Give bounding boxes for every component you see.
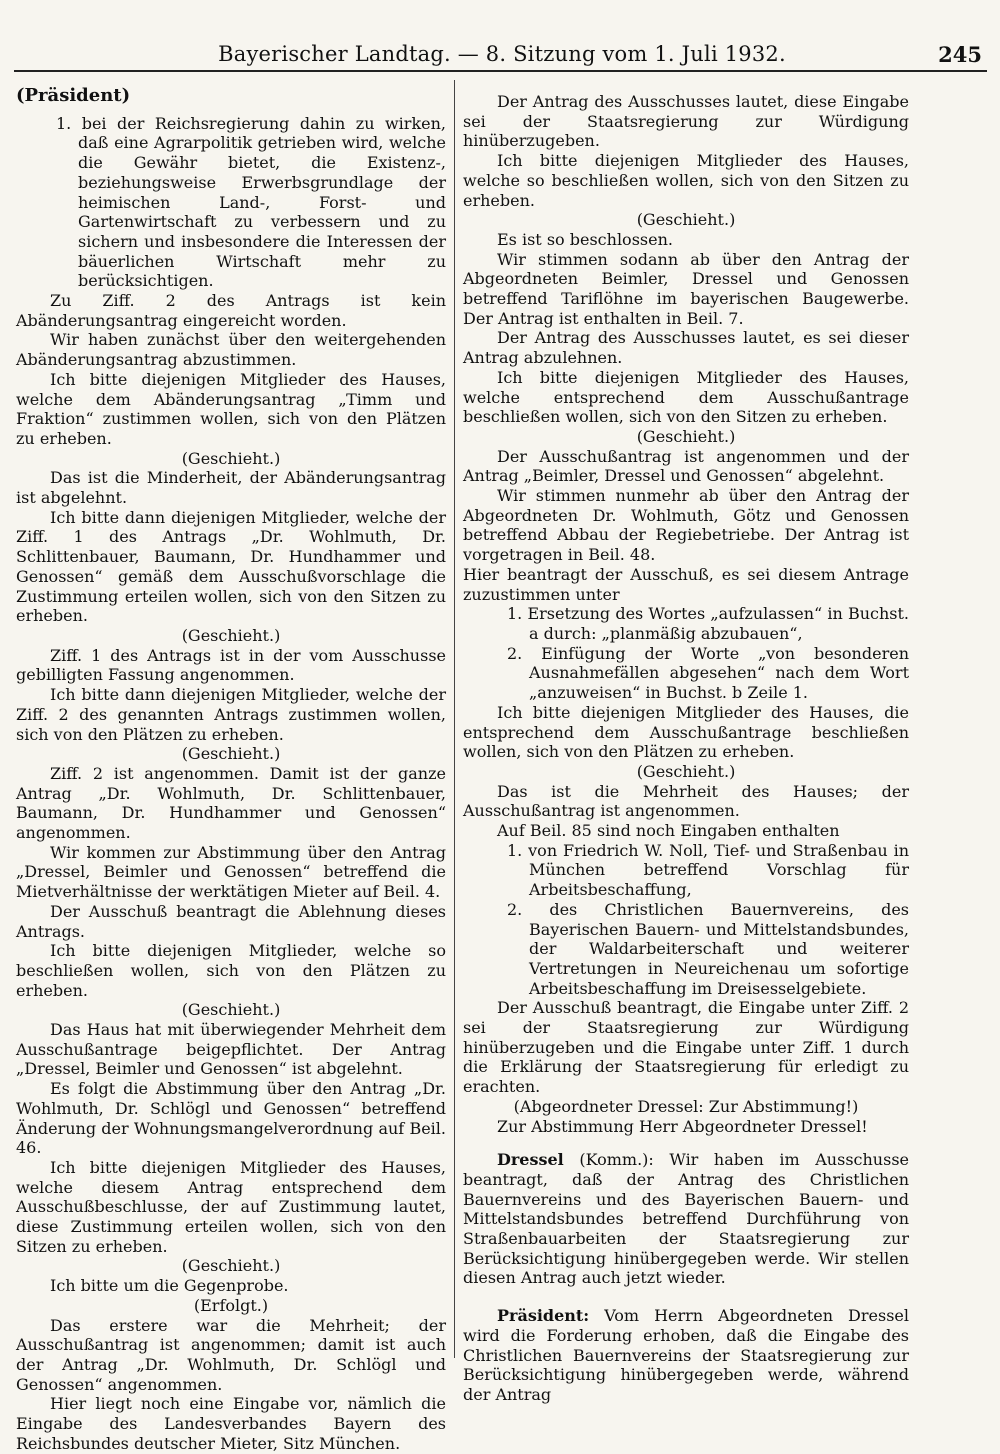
paragraph: Ich bitte diejenigen Mitglieder des Hauses, welche dem Abänderungsantrag „Timm und Fraktion“ zustimmen wollen, sich von den Plätzen zu erheben.	[16, 369, 446, 448]
paragraph: Das erstere war die Mehrheit; der Ausschußantrag ist angenommen; damit ist auch der Antrag „Dr. Wohlmuth, Dr. Schlögl und Genossen“ angenommen.	[16, 1315, 446, 1394]
left-column	[16, 86, 446, 1454]
paragraph: Ziff. 2 ist angenommen. Damit ist der ganze Antrag „Dr. Wohlmuth, Dr. Schlittenbauer, Baumann, Dr. Hundhammer und Genossen“ angenommen.	[16, 763, 446, 843]
paragraph: Der Antrag des Ausschusses lautet, diese Eingabe sei der Staatsregierung zur Würdigung hinüberzugeben.	[463, 92, 909, 151]
paragraph: Das ist die Mehrheit des Hauses; der Ausschußantrag ist angenommen.	[463, 781, 909, 821]
paragraph: Zur Abstimmung Herr Abgeordneter Dressel!	[497, 1116, 868, 1136]
speech-text: (Komm.): Wir haben im Ausschusse beantragt, daß der Antrag des Christlichen Bauernvereins und des Bayerischen Bauern- und Mittelstandsbundes betreffend Durchführung von Straßenbauarbeiten der Staatsregierung zur Berücksichtigung hinübergegeben werde. Wir stellen diesen Antrag auch jetzt wieder.	[463, 1150, 909, 1288]
paragraph: Das Haus hat mit überwiegender Mehrheit dem Ausschußantrage beigepflichtet. Der Antrag „Dressel, Beimler und Genossen“ ist abgelehnt.	[16, 1020, 446, 1079]
petition-list	[463, 841, 909, 999]
speech-paragraph	[463, 1306, 909, 1405]
page-number: 245	[938, 42, 982, 67]
speech-paragraph	[463, 1150, 909, 1288]
paragraph: Ich bitte diejenigen Mitglieder des Hauses, welche entsprechend dem Ausschußantrage beschließen wollen, sich von den Sitzen zu erheben.	[463, 367, 909, 427]
list-item: 1. von Friedrich W. Noll, Tief- und Straßenbau in München betreffend Vorschlag für Arbeitsbeschaffung,	[507, 840, 909, 900]
paragraph: Es ist so beschlossen.	[497, 229, 673, 249]
paragraph: Wir stimmen sodann ab über den Antrag der Abgeordneten Beimler, Dressel und Genossen betreffend Tariflöhne im bayerischen Baugewerbe. Der Antrag ist enthalten in Beil. 7.	[463, 249, 909, 328]
stage-direction: (Erfolgt.)	[193, 1295, 269, 1315]
paragraph: Hier liegt noch eine Eingabe vor, nämlich die Eingabe des Landesverbandes Bayern des Reichsbundes deutscher Mieter, Sitz München.	[16, 1394, 446, 1453]
paragraph: Ich bitte dann diejenigen Mitglieder, welche der Ziff. 1 des Antrags „Dr. Wohlmuth, Dr. Schlittenbauer, Baumann, Dr. Hundhammer und Genossen“ gemäß dem Ausschußvorschlage die Zustimmung erteilen wollen, sich von den Sitzen zu erheben.	[16, 507, 446, 626]
paragraph: Ich bitte diejenigen Mitglieder des Hauses, die entsprechend dem Ausschußantrage beschließen wollen, sich von den Plätzen zu erheben.	[463, 702, 909, 762]
stage-direction: (Geschieht.)	[636, 210, 736, 230]
paragraph: Wir stimmen nunmehr ab über den Antrag der Abgeordneten Dr. Wohlmuth, Götz und Genossen betreffend Abbau der Regiebetriebe. Der Antrag ist vorgetragen in Beil. 48.	[463, 486, 909, 565]
paragraph: Es folgt die Abstimmung über den Antrag „Dr. Wohlmuth, Dr. Schlögl und Genossen“ betreffend Änderung der Wohnungsmangelverordnung auf Beil. 46.	[16, 1079, 446, 1158]
speaker-name: Dressel	[497, 1150, 564, 1170]
stage-direction: (Geschieht.)	[636, 426, 736, 446]
column-divider	[454, 80, 455, 1358]
paragraph: Wir kommen zur Abstimmung über den Antrag „Dressel, Beimler und Genossen“ betreffend die Mietverhältnisse der werktätigen Mieter auf Beil. 4.	[16, 842, 446, 902]
speaker-name: Präsident:	[497, 1306, 590, 1326]
stage-direction: (Geschieht.)	[181, 448, 281, 468]
paragraph: Ich bitte um die Gegenprobe.	[50, 1276, 289, 1296]
paragraph: Auf Beil. 85 sind noch Eingaben enthalten	[497, 821, 840, 841]
paragraph: Der Antrag des Ausschusses lautet, es sei dieser Antrag abzulehnen.	[463, 328, 909, 368]
speech-text: Vom Herrn Abgeordneten Dressel wird die Forderung erhoben, daß die Eingabe des Christlichen Bauernvereins der Staatsregierung zur Berücksichtigung hinübergegeben werde, während der Antrag	[463, 1306, 909, 1404]
paragraph: Wir haben zunächst über den weitergehenden Abänderungsantrag abzustimmen.	[16, 330, 446, 370]
stage-direction: (Abgeordneter Dressel: Zur Abstimmung!)	[513, 1096, 859, 1116]
paragraph: Der Ausschußantrag ist angenommen und der Antrag „Beimler, Dressel und Genossen“ abgelehnt.	[463, 446, 909, 486]
speaker-label: (Präsident)	[16, 85, 131, 106]
stage-direction: (Geschieht.)	[181, 744, 281, 764]
header-rule	[14, 70, 987, 72]
stage-direction: (Geschieht.)	[181, 1256, 281, 1276]
amendment-list	[463, 604, 909, 703]
paragraph: Ich bitte diejenigen Mitglieder des Hauses, welche so beschließen wollen, sich von den Sitzen zu erheben.	[463, 151, 909, 210]
paragraph: Zu Ziff. 2 des Antrags ist kein Abänderungsantrag eingereicht worden.	[16, 291, 446, 330]
stage-direction: (Geschieht.)	[636, 761, 736, 781]
paragraph: Ziff. 1 des Antrags ist in der vom Ausschusse gebilligten Fassung angenommen.	[16, 645, 446, 685]
list-item: 1. Ersetzung des Wortes „aufzulassen“ in Buchst. a durch: „planmäßig abzubauen“,	[507, 604, 909, 643]
left-item-list	[16, 114, 446, 291]
stage-direction: (Geschieht.)	[181, 1000, 281, 1020]
paragraph: Ich bitte diejenigen Mitglieder, welche so beschließen wollen, sich von den Plätzen zu erheben.	[16, 941, 446, 1000]
paragraph: Der Ausschuß beantragt, die Eingabe unter Ziff. 2 sei der Staatsregierung zur Würdigung hinüberzugeben und die Eingabe unter Ziff. 1 durch die Erklärung der Staatsregierung für erledigt zu erachten.	[463, 998, 909, 1097]
running-title: Bayerischer Landtag. — 8. Sitzung vom 1. Juli 1932.	[218, 42, 786, 66]
paragraph: Der Ausschuß beantragt die Ablehnung dieses Antrags.	[16, 901, 446, 941]
paragraph: Ich bitte diejenigen Mitglieder des Hauses, welche diesem Antrag entsprechend dem Ausschußbeschlusse, der auf Zustimmung lautet, diese Zustimmung erteilen wollen, sich von den Sitzen zu erheben.	[16, 1157, 446, 1256]
paragraph: Hier beantragt der Ausschuß, es sei diesem Antrage zuzustimmen unter	[463, 564, 909, 604]
list-item: 1. bei der Reichsregierung dahin zu wirken, daß eine Agrarpolitik getrieben wird, welche die Gewähr bietet, die Existenz-, beziehungsweise Erwerbsgrundlage der heimischen Land-, Forst- und Gartenwirtschaft zu verbessern und zu sichern und insbesondere die Interessen der bäuerlichen Wirtschaft mehr zu berücksichtigen.	[56, 113, 446, 291]
list-item: 2. Einfügung der Worte „von besonderen Ausnahmefällen abgesehen“ nach dem Wort „anzuweisen“ in Buchst. b Zeile 1.	[507, 643, 909, 703]
stage-direction: (Geschieht.)	[181, 625, 281, 645]
right-column	[463, 92, 909, 1405]
page-header	[14, 42, 990, 72]
paragraph: Das ist die Minderheit, der Abänderungsantrag ist abgelehnt.	[16, 468, 446, 508]
paragraph: Ich bitte dann diejenigen Mitglieder, welche der Ziff. 2 des genannten Antrags zustimmen wollen, sich von den Plätzen zu erheben.	[16, 685, 446, 744]
list-item: 2. des Christlichen Bauernvereins, des Bayerischen Bauern- und Mittelstandsbundes, der Waldarbeiterschaft und weiterer Vertretungen in Neureichenau um sofortige Arbeitsbeschaffung im Dreisesselgebiete.	[507, 899, 909, 998]
